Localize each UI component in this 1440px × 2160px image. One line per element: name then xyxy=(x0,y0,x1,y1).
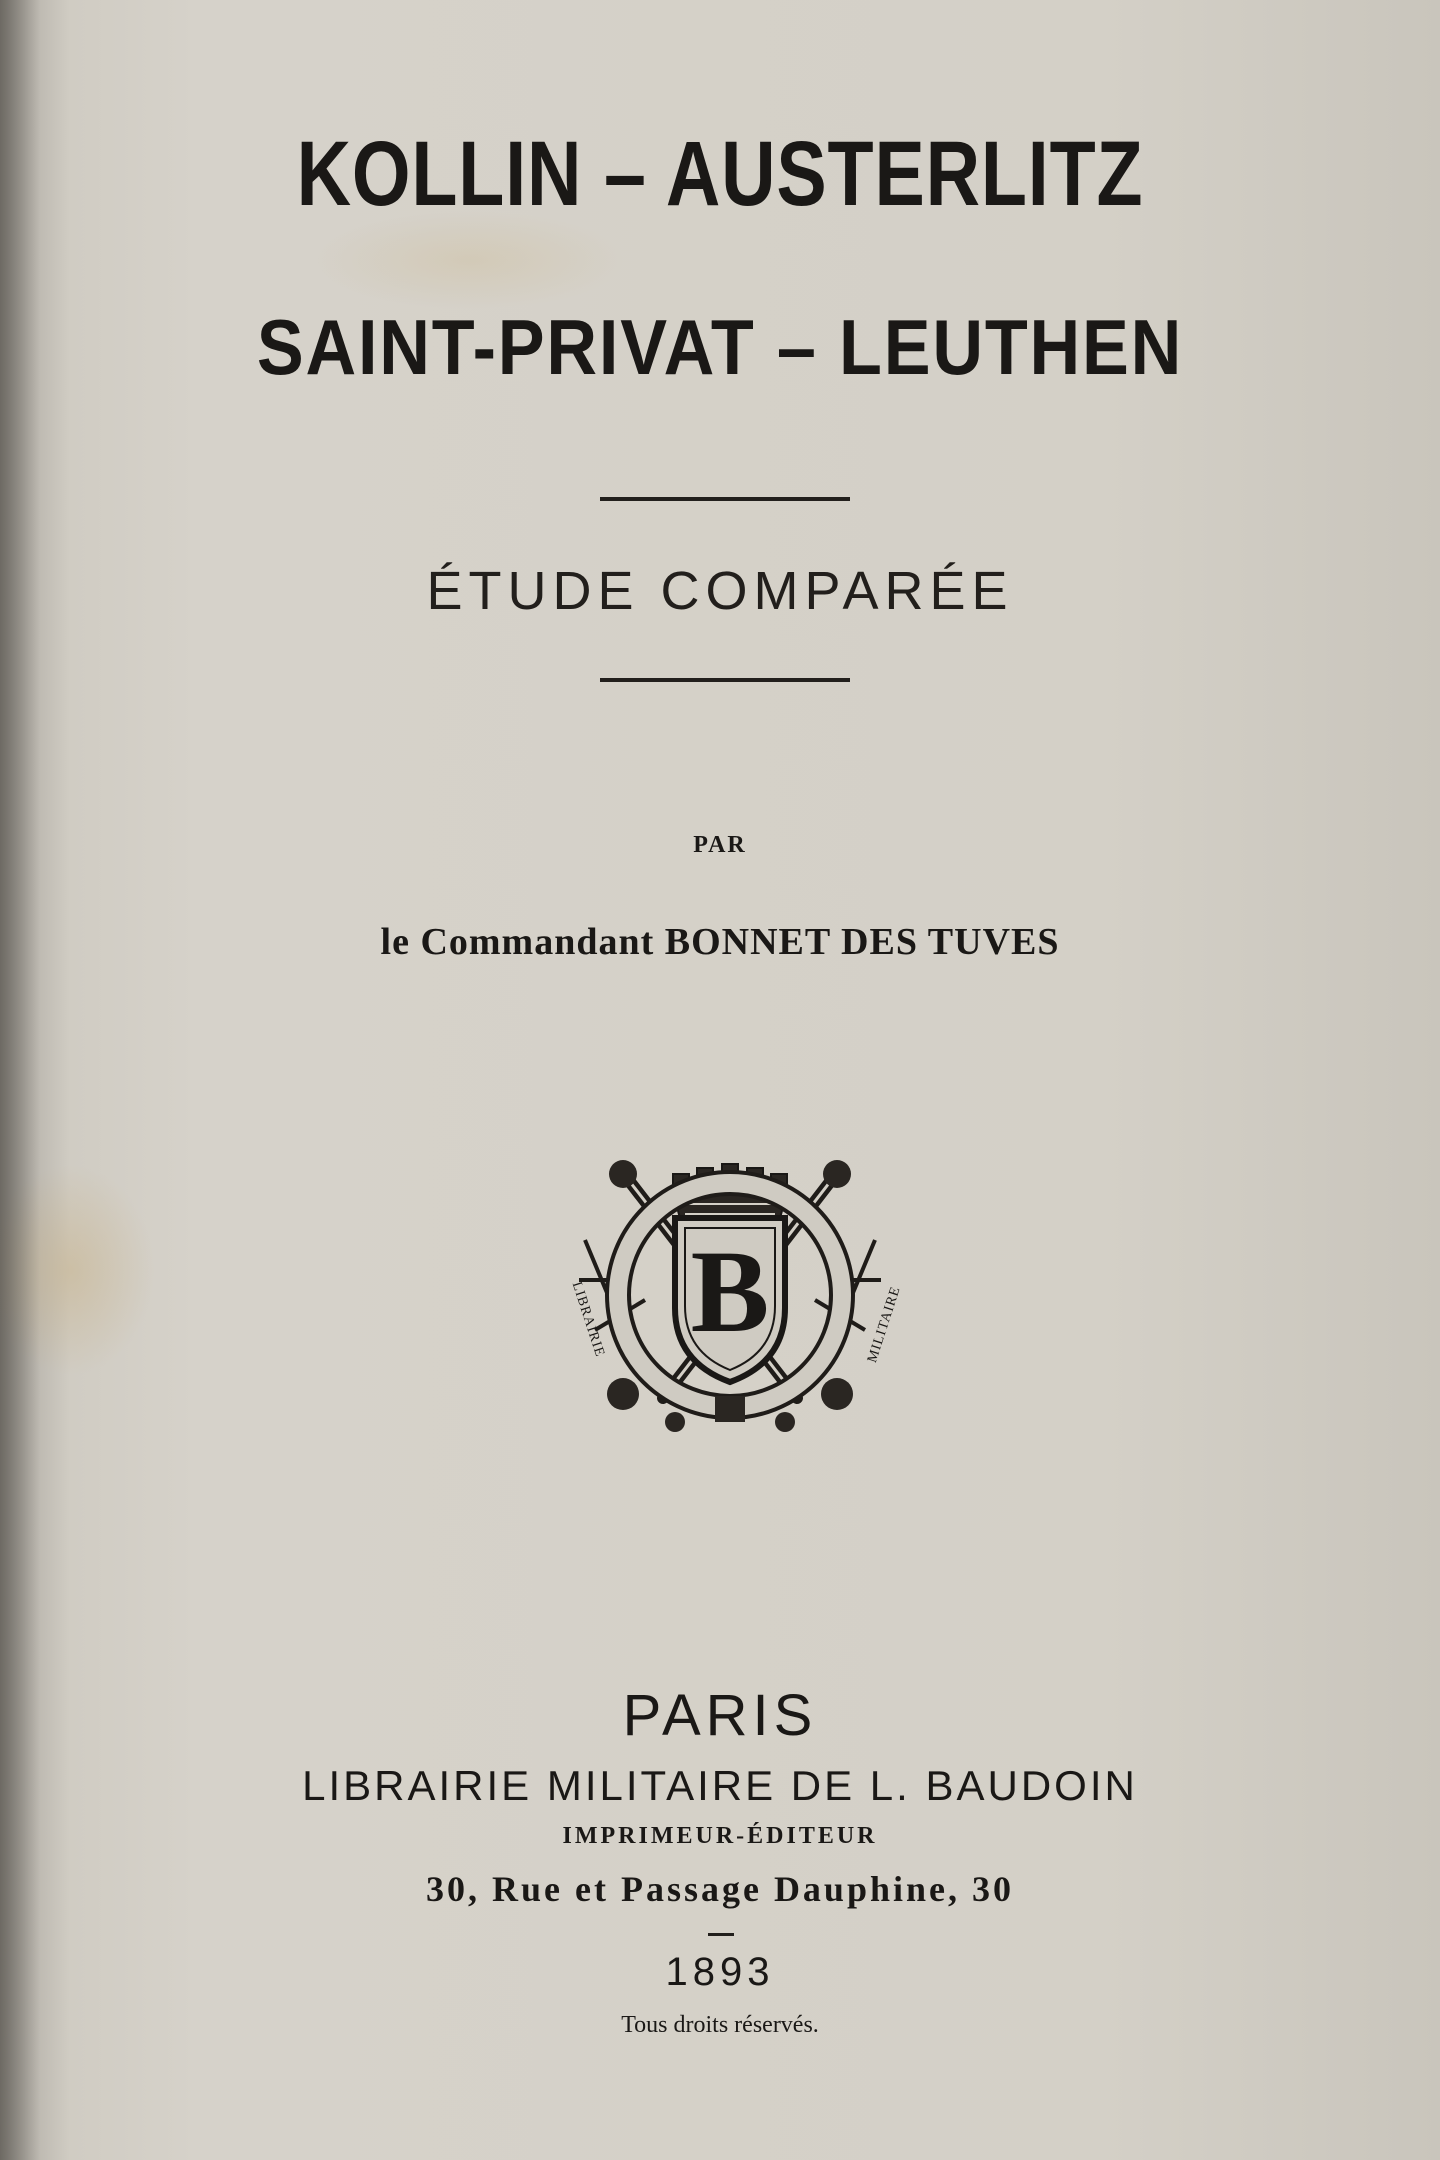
author: le Commandant BONNET DES TUVES xyxy=(380,921,1060,963)
imprint-rights: Tous droits réservés. xyxy=(621,2012,819,2038)
rule-top xyxy=(600,497,850,501)
emblem-monogram: B xyxy=(690,1226,770,1357)
subtitle: ÉTUDE COMPARÉE xyxy=(426,561,1014,621)
title-line-2: SAINT-PRIVAT – LEUTHEN xyxy=(256,303,1184,391)
rule-bottom xyxy=(600,678,850,682)
emblem-ribbon-right: MILITAIRE xyxy=(865,1284,904,1365)
publisher-emblem xyxy=(565,1130,904,1460)
imprint-dash xyxy=(708,1933,734,1936)
imprint-role: IMPRIMEUR-ÉDITEUR xyxy=(562,1823,878,1849)
imprint-address: 30, Rue et Passage Dauphine, 30 xyxy=(425,1869,1015,1909)
imprint-year: 1893 xyxy=(665,1950,775,1994)
imprint-publisher: LIBRAIRIE MILITAIRE DE L. BAUDOIN xyxy=(302,1762,1138,1809)
emblem-ribbon-left: LIBRAIRIE xyxy=(568,1280,608,1360)
title-line-1: KOLLIN – AUSTERLITZ xyxy=(296,123,1144,225)
byline-par: PAR xyxy=(693,832,747,858)
imprint-city: PARIS xyxy=(622,1683,818,1748)
